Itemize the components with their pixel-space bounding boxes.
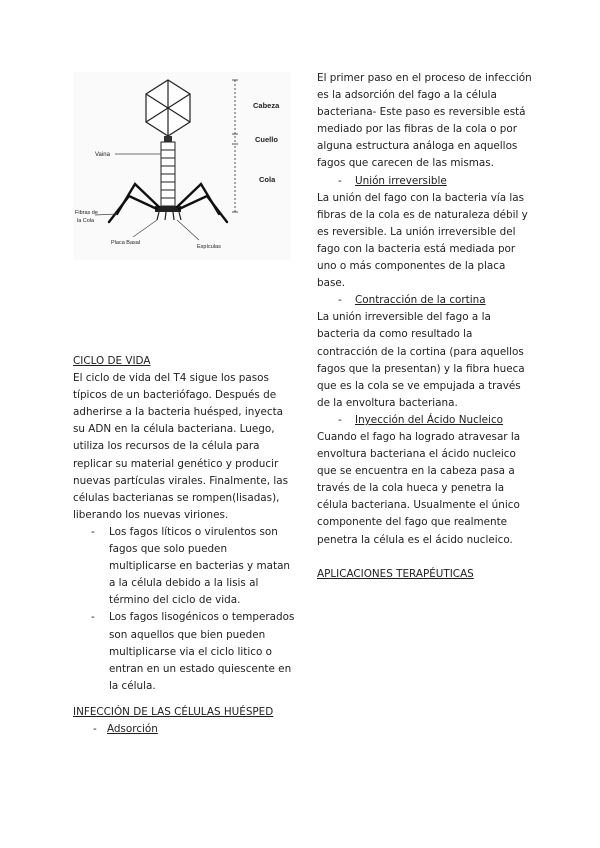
bacteriophage-diagram	[73, 72, 291, 260]
contraccion-paragraph: La unión irreversible del fago a la bacteria da como resultado la contracción de la cortina (para aquellos fagos que la presentan) y la fibra hueca que es la cola se ve empujada a través de la envoltura bacteriana.	[317, 311, 525, 409]
heading-ciclo-de-vida: CICLO DE VIDA	[73, 355, 151, 367]
phage-types-list	[73, 524, 295, 695]
label-cabeza: Cabeza	[253, 101, 280, 110]
subheading-union	[317, 173, 535, 190]
right-column	[317, 70, 535, 583]
left-column	[73, 353, 295, 738]
phage-tail-sheath	[161, 142, 175, 206]
phage-neck	[164, 136, 172, 142]
adsorcion-paragraph: El primer paso en el proceso de infección es la adsorción del fago a la célula bacteriana- Este paso es reversible está mediado por las fibras de la cola o por alguna estructura análoga en aquellos fagos que carecen de las mismas.	[317, 72, 532, 170]
phage-spikes	[157, 212, 181, 220]
union-label: Unión irreversible	[355, 174, 447, 187]
label-espiculas: Espículas	[197, 244, 221, 250]
bullet-dash: -	[338, 174, 342, 187]
label-cuello: Cuello	[255, 135, 278, 144]
contraccion-label: Contracción de la cortina	[355, 294, 486, 307]
subheading-contraccion	[317, 292, 535, 309]
subheading-inyeccion	[317, 412, 535, 429]
bullet-dash: -	[91, 611, 95, 624]
ciclo-paragraph: El ciclo de vida del T4 sigue los pasos típicos de un bacteriófago. Después de adherirse a la bacteria huésped, inyecta su ADN en la célula bacteriana. Luego, utiliza los recursos de la célula para replicar su material genético y producir nuevas partículas virales. Finalmente, las células bacterianas se rompen(lisadas), liberando los nuevas viriones.	[73, 372, 289, 521]
heading-aplicaciones: APLICACIONES TERAPÉUTICAS	[317, 567, 474, 580]
bullet-dash: -	[338, 294, 342, 307]
bullet-dash: -	[93, 722, 97, 735]
bullet-text-liticos: Los fagos líticos o virulentos son fagos que solo pueden multiplicarse en bacterias y matan a la célula debido a la lisis al término del ciclo de vida.	[109, 525, 291, 607]
list-item	[73, 609, 295, 694]
phage-head	[146, 80, 190, 136]
union-paragraph: La unión del fago con la bacteria vía las fibras de la cola es de naturaleza débil y es reversible. La unión irreversible del fago con la bacteria está mediada por uno o más componentes de la placa base.	[317, 191, 528, 290]
adsorcion-label: Adsorción	[107, 722, 158, 735]
bullet-text-lisogenicos: Los fagos lisogénicos o temperados son aquellos que bien pueden multiplicarse via el ciclo litico o entran en un estado quiescente en la célula.	[109, 611, 295, 692]
bullet-dash: -	[338, 413, 342, 426]
heading-infeccion: INFECCIÓN DE LAS CÉLULAS HUÉSPED	[73, 705, 274, 718]
phage-drawing	[73, 72, 291, 260]
label-vaina: Vaina	[95, 152, 110, 158]
subheading-adsorcion	[73, 721, 295, 738]
bullet-dash: -	[91, 525, 95, 538]
label-fibras-1: Fibras de	[75, 210, 98, 216]
list-item	[73, 524, 295, 609]
inyeccion-paragraph: Cuando el fago ha logrado atravesar la envoltura bacteriana el ácido nucleico que se encuentra en la cabeza pasa a través de la cola hueca y penetra la célula bacteriana. Usualmente el único componente del fago que realmente penetra la célula es el ácido nucleico.	[317, 430, 521, 546]
label-cola: Cola	[259, 175, 276, 184]
label-fibras-2: la Cola	[77, 218, 95, 224]
inyeccion-label: Inyección del Ácido Nucleico	[355, 413, 504, 426]
label-placa: Placa Basal	[111, 240, 141, 246]
